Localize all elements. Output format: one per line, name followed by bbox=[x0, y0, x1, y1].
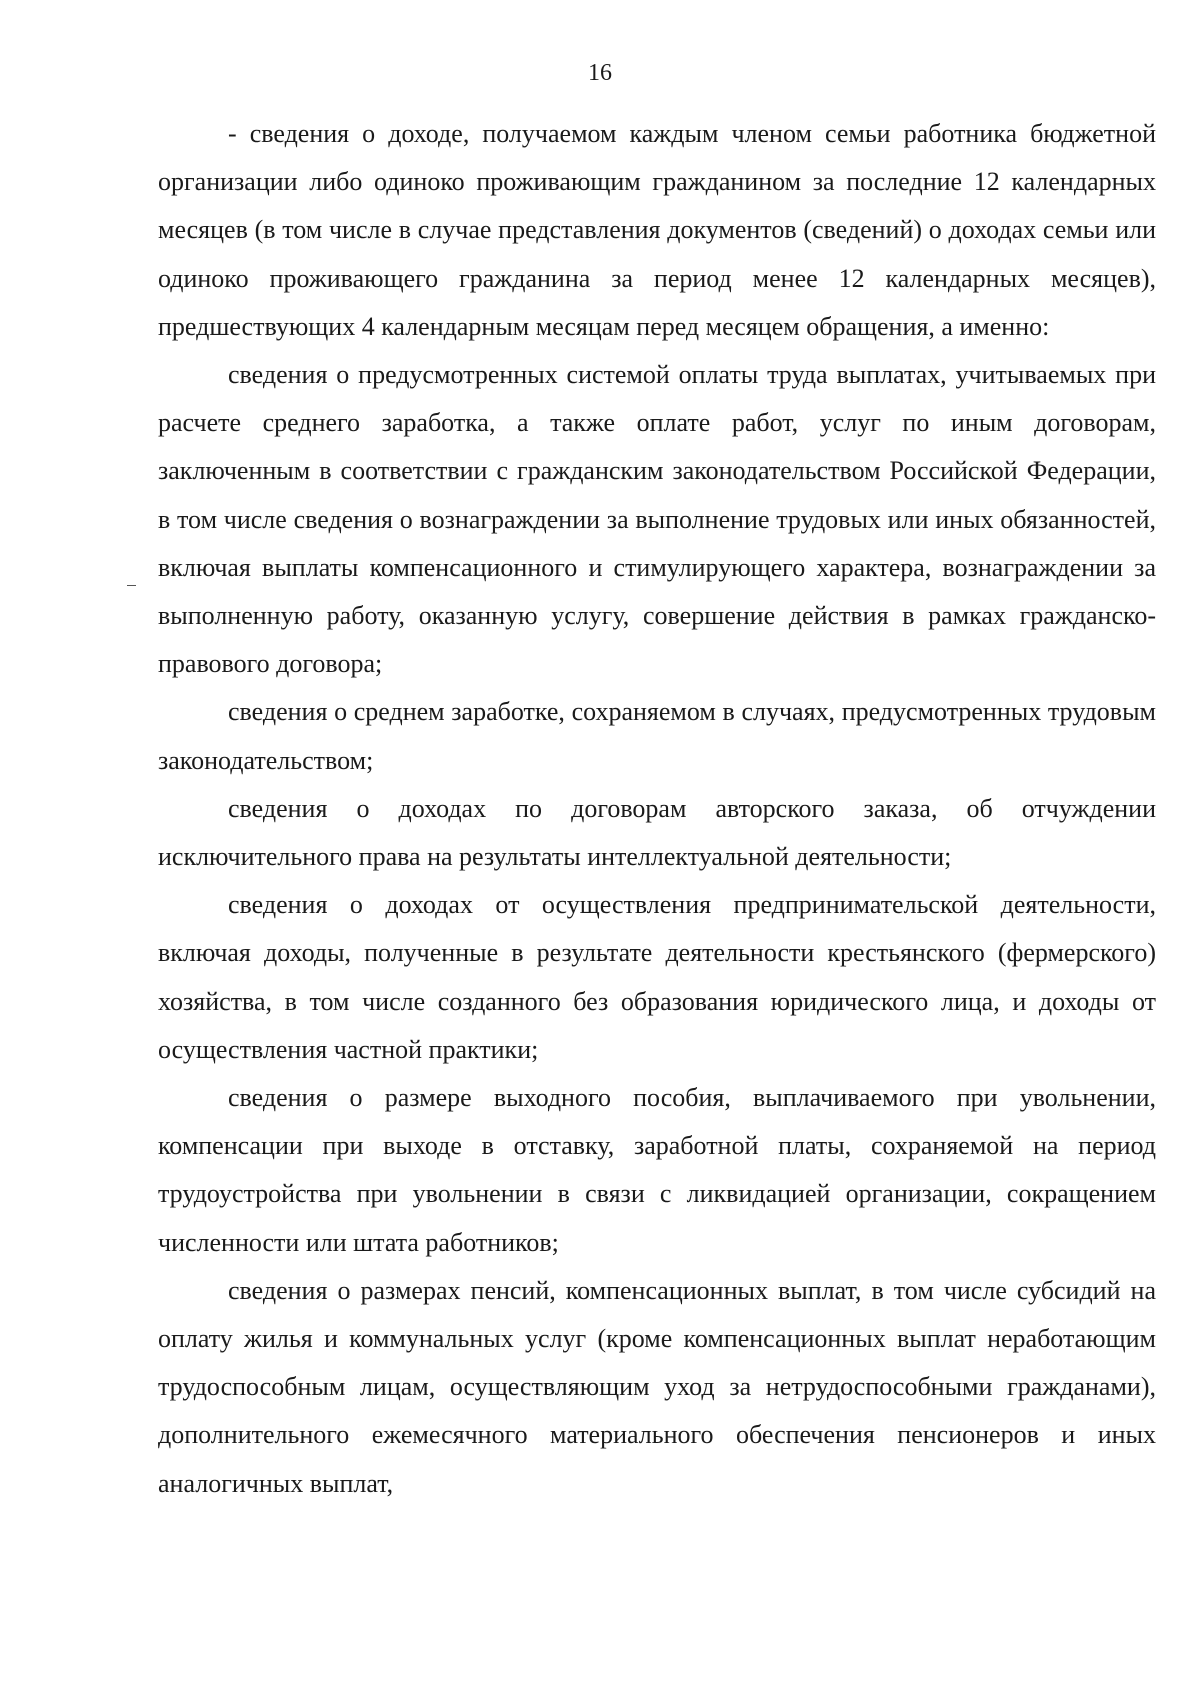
paragraph-severance-pay: сведения о размере выходного пособия, выплачиваемого при увольнении, компенсации при выходе в отставку, заработной платы, сохраняемой на период трудоустройства при увольнении в связи с ликвидацией организации, сокращением численности или штата работников; bbox=[158, 1083, 1156, 1257]
paragraph-pensions: сведения о размерах пенсий, компенсационных выплат, в том числе субсидий на оплату жилья и коммунальных услуг (кроме компенсационных выплат неработающим трудоспособным лицам, осуществляющим уход за нетрудоспособными гражданами), дополнительного ежемесячного материального обеспечения пенсионеров и иных аналогичных выплат, bbox=[158, 1275, 1156, 1498]
paragraph-business-income: сведения о доходах от осуществления предпринимательской деятельности, включая доходы, полученные в результате деятельности крестьянского (фермерского) хозяйства, в том числе созданного без образования юридического лица, и доходы от осуществления частной практики; bbox=[158, 890, 1156, 1064]
document-body bbox=[158, 110, 1156, 1508]
paragraph-income-info: - сведения о доходе, получаемом каждым членом семьи работника бюджетной организации либо одиноко проживающим гражданином за последние 12 календарных месяцев (в том числе в случае представления документов (сведений) о доходах семьи или одиноко проживающего гражданина за период менее 12 календарных месяцев), предшествующих 4 календарным месяцам перед месяцем обращения, а именно: bbox=[158, 119, 1156, 341]
paragraph-labor-payments: сведения о предусмотренных системой оплаты труда выплатах, учитываемых при расчете среднего заработка, а также оплате работ, услуг по иным договорам, заключенным в соответствии с гражданским законодательством Российской Федерации, в том числе сведения о вознаграждении за выполнение трудовых или иных обязанностей, включая выплаты компенсационного и стимулирующего характера, вознаграждении за выполненную работу, оказанную услугу, совершение действия в рамках гражданско-правового договора; bbox=[158, 360, 1156, 679]
page-number: 16 bbox=[588, 60, 612, 86]
margin-mark bbox=[127, 585, 136, 586]
paragraph-average-earnings: сведения о среднем заработке, сохраняемом в случаях, предусмотренных трудовым законодательством; bbox=[158, 697, 1156, 775]
paragraph-author-contracts: сведения о доходах по договорам авторского заказа, об отчуждении исключительного права на результаты интеллектуальной деятельности; bbox=[158, 793, 1156, 872]
